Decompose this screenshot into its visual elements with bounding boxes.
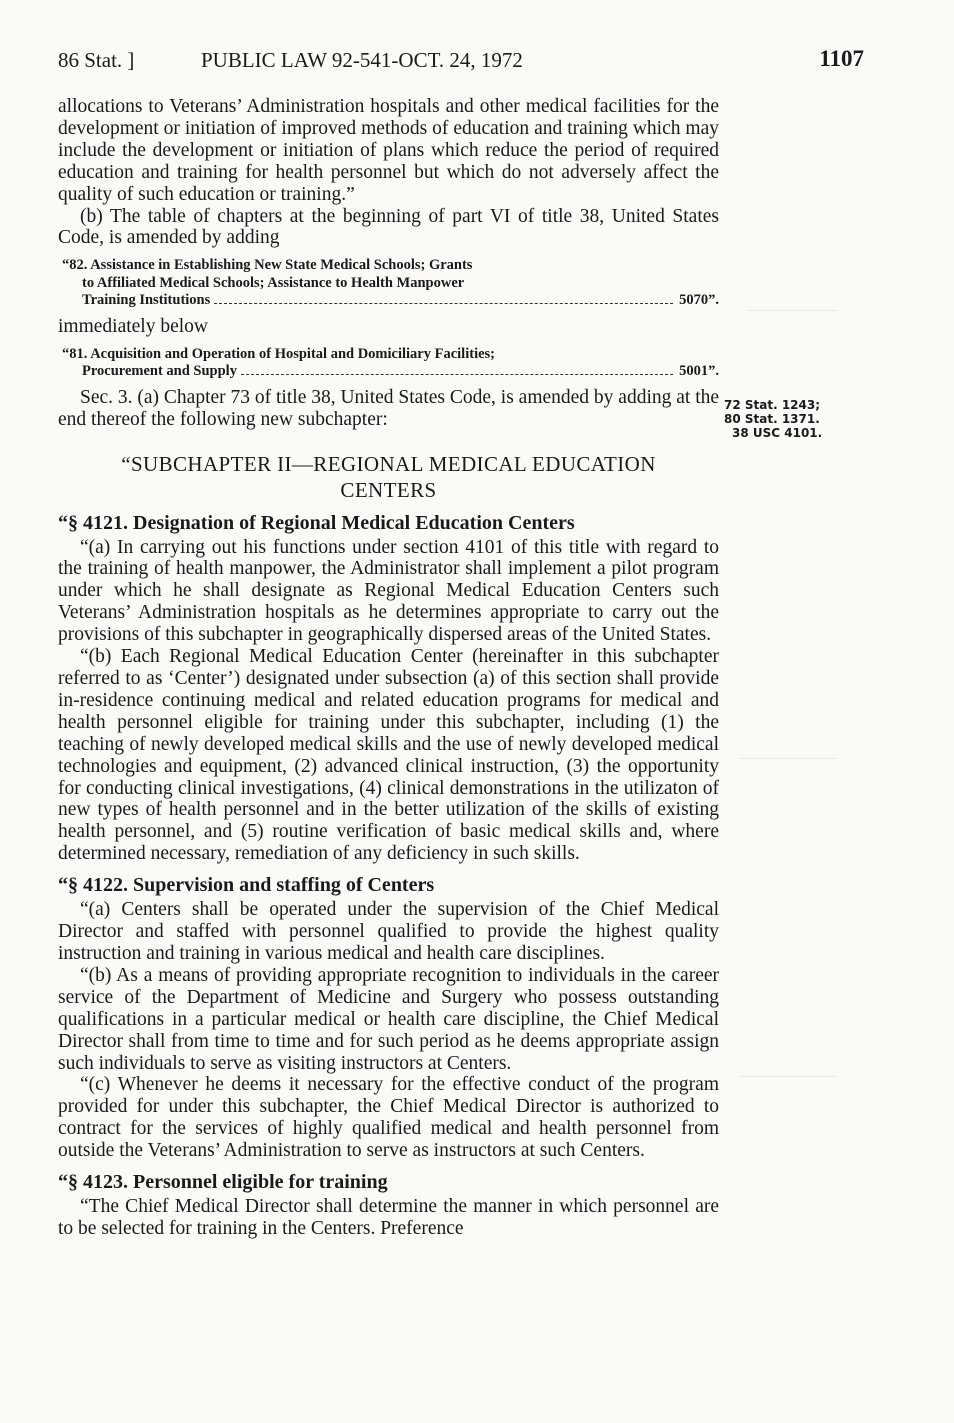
section-heading-4123: “§ 4123. Personnel eligible for training <box>58 1171 388 1194</box>
main-text-column <box>58 96 719 1240</box>
bleed-through-mark <box>748 262 838 311</box>
paragraph-4122-b: “(b) As a means of providing appropriate recognition to individuals in the career service of the Department of Medicine and Surgery who possess outstanding qualifications in a particular medical or health care discipline, the Chief Medical Director shall from time to time and for such period as he deems appropriate assign such individuals to serve as visiting instructors at Centers. <box>58 964 719 1074</box>
table-entry-section-number: 5001”. <box>679 363 719 380</box>
paragraph-4122-c: “(c) Whenever he deems it necessary for the effective conduct of the program provided for under this subchapter, the Chief Medical Director is authorized to contract for the services of highly qualified medical and health personnel from outside the Veterans’ Administration to serve as instructors at such Centers. <box>58 1074 719 1162</box>
subchapter-title <box>58 451 719 503</box>
table-entry-line: “82. Assistance in Establishing New State Medical Schools; Grants <box>62 257 473 274</box>
leader-dots <box>214 303 673 304</box>
margin-note-line: 80 Stat. 1371. <box>724 412 820 426</box>
margin-note-line: 38 USC 4101. <box>732 426 823 440</box>
table-entry-row <box>58 292 719 310</box>
margin-note-line: 72 Stat. 1243; <box>724 398 821 412</box>
paragraph-section-3: Sec. 3. (a) Chapter 73 of title 38, United States Code, is amended by adding at the end thereof the following new subchapter: <box>58 386 720 430</box>
paragraph-table-amendment: (b) The table of chapters at the beginning of part VI of title 38, United States Code, is amended by adding <box>58 205 719 249</box>
table-entry-line: to Affiliated Medical Schools; Assistance to Health Manpower <box>82 274 465 291</box>
leader-dots <box>241 374 673 375</box>
table-entry-section-number: 5070”. <box>679 292 719 309</box>
statute-volume: 86 Stat. ] <box>58 48 135 72</box>
bleed-through-mark <box>740 724 836 759</box>
paragraph-immediately-below: immediately below <box>58 315 209 337</box>
margin-citation-note <box>724 398 844 440</box>
subchapter-title-line: CENTERS <box>340 477 437 502</box>
section-heading-4122: “§ 4122. Supervision and staffing of Centers <box>58 874 435 897</box>
bleed-through-mark <box>740 1042 836 1077</box>
paragraph-4121-b: “(b) Each Regional Medical Education Center (hereinafter in this subchapter referred to as ‘Center’) designated under subsection (a) of this section shall provide in-residence continuing medical and related education programs for medical and health personnel eligible for training under this subchapter, including (1) the teaching of newly developed medical skills and the use of newly developed medical technologies and equipment, (2) advanced clinical instruction, (3) the opportunity for conducting clinical investigations, (4) clinical demonstrations in the utilizaton of new types of health personnel and in the better utilization of the skills of existing health personnel, and (5) routine verification of basic medical skills and, where determined necessary, remediation of any deficiency in such skills. <box>58 646 719 865</box>
law-title: PUBLIC LAW 92-541-OCT. 24, 1972 <box>201 48 523 72</box>
table-entry-line: Procurement and Supply <box>82 363 237 380</box>
table-entry-line: Training Institutions <box>82 292 211 309</box>
table-entry-row <box>58 363 719 381</box>
paragraph-4121-a: “(a) In carrying out his functions under section 4101 of this title with regard to the training of health manpower, the Administrator shall implement a pilot program under which he shall designate as Regional Medical Education Centers such Veterans’ Administration hospitals as he determines appropriate to carry out the provisions of this subchapter in geographically dispersed areas of the United States. <box>58 536 719 646</box>
paragraph-4123: “The Chief Medical Director shall determine the manner in which personnel are to be selected for training in the Centers. Preference <box>58 1196 719 1239</box>
chapter-table-entry-81 <box>58 346 719 381</box>
page-number: 1107 <box>819 46 864 71</box>
chapter-table-entry-82 <box>58 257 719 310</box>
paragraph-allocations: allocations to Veterans’ Administration hospitals and other medical facilities for the development or initiation of improved methods of education and training which may include the development or initiation of plans which reduce the period of required education and training for health personnel but which do not adversely affect the quality of such education or training.” <box>58 96 719 205</box>
table-entry-line: “81. Acquisition and Operation of Hospital and Domiciliary Facilities; <box>62 345 496 362</box>
paragraph-4122-a: “(a) Centers shall be operated under the supervision of the Chief Medical Director and staffed with personnel qualified to provide the highest quality instruction and training in various medical and health care disciplines. <box>58 899 719 964</box>
section-heading-4121: “§ 4121. Designation of Regional Medical Education Centers <box>58 511 575 534</box>
subchapter-title-line: “SUBCHAPTER II—REGIONAL MEDICAL EDUCATION <box>121 451 656 476</box>
running-header <box>58 44 864 76</box>
